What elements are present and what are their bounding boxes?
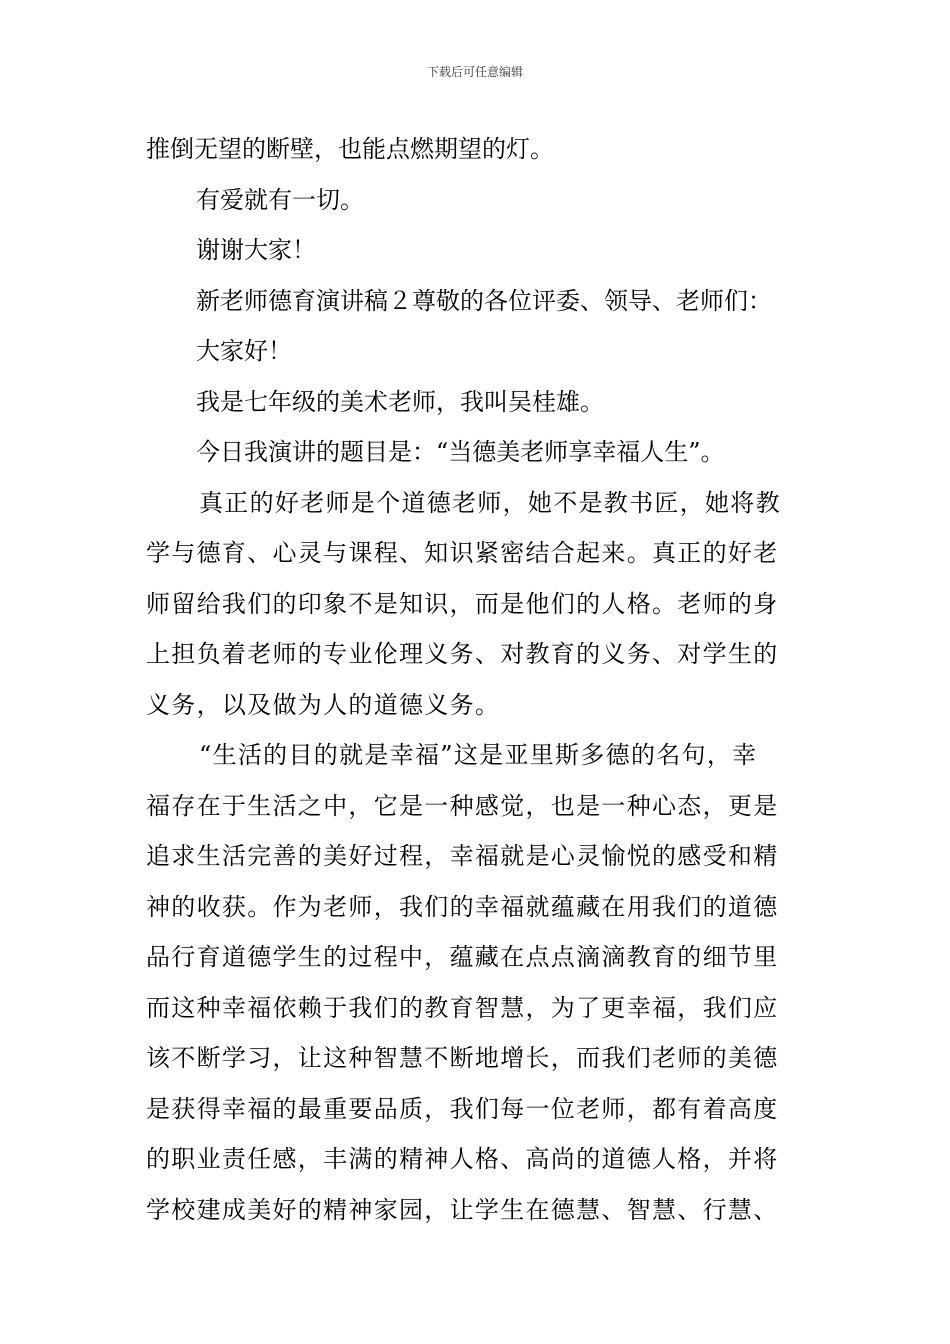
text-line: 师留给我们的印象不是知识，而是他们的人格。老师的身 (146, 589, 779, 618)
text-line: 有爱就有一切。 (196, 185, 364, 214)
text-line: 上担负着老师的专业伦理义务、对教育的义务、对学生的 (146, 640, 779, 668)
text-line: 是获得幸福的最重要品质，我们每一位老师，都有着高度 (146, 1094, 779, 1123)
header-note: 下载后可任意编辑 (426, 65, 523, 79)
text-line: 而这种幸福依赖于我们的教育智慧，为了更幸福，我们应 (146, 993, 779, 1022)
text-line: 推倒无望的断壁，也能点燃期望的灯。 (146, 135, 554, 163)
text-line: 福存在于生活之中，它是一种感觉，也是一种心态，更是 (146, 791, 779, 820)
text-line: 神的收获。作为老师，我们的幸福就蕴藏在用我们的道德 (146, 892, 779, 921)
text-line: 学校建成美好的精神家园，让学生在德慧、智慧、行慧、 (146, 1195, 779, 1224)
text-line: 义务，以及做为人的道德义务。 (146, 690, 501, 719)
text-line: 学与德育、心灵与课程、知识紧密结合起来。真正的好老 (146, 539, 779, 567)
text-line: 该不断学习，让这种智慧不断地增长，而我们老师的美德 (146, 1044, 779, 1072)
text-line: 追求生活完善的美好过程，幸福就是心灵愉悦的感受和精 (146, 842, 779, 870)
text-line: 大家好！ (196, 337, 292, 365)
text-line: 真正的好老师是个道德老师，她不是教书匠，她将教 (199, 488, 781, 517)
text-line: “生活的目的就是幸福”这是亚里斯多德的名句，幸 (199, 741, 758, 769)
document-body (146, 124, 810, 1235)
text-line: 品行育道德学生的过程中，蕴藏在点点滴滴教育的细节里 (146, 943, 779, 971)
text-line: 我是七年级的美术老师，我叫吴桂雄。 (196, 387, 604, 416)
text-line: 的职业责任感，丰满的精神人格、高尚的道德人格，并将 (146, 1145, 779, 1173)
text-line: 今日我演讲的题目是：“当德美老师享幸福人生”。 (196, 438, 725, 466)
text-line: 新老师德育演讲稿２尊敬的各位评委、领导、老师们： (196, 286, 772, 315)
text-line: 谢谢大家！ (196, 236, 316, 264)
